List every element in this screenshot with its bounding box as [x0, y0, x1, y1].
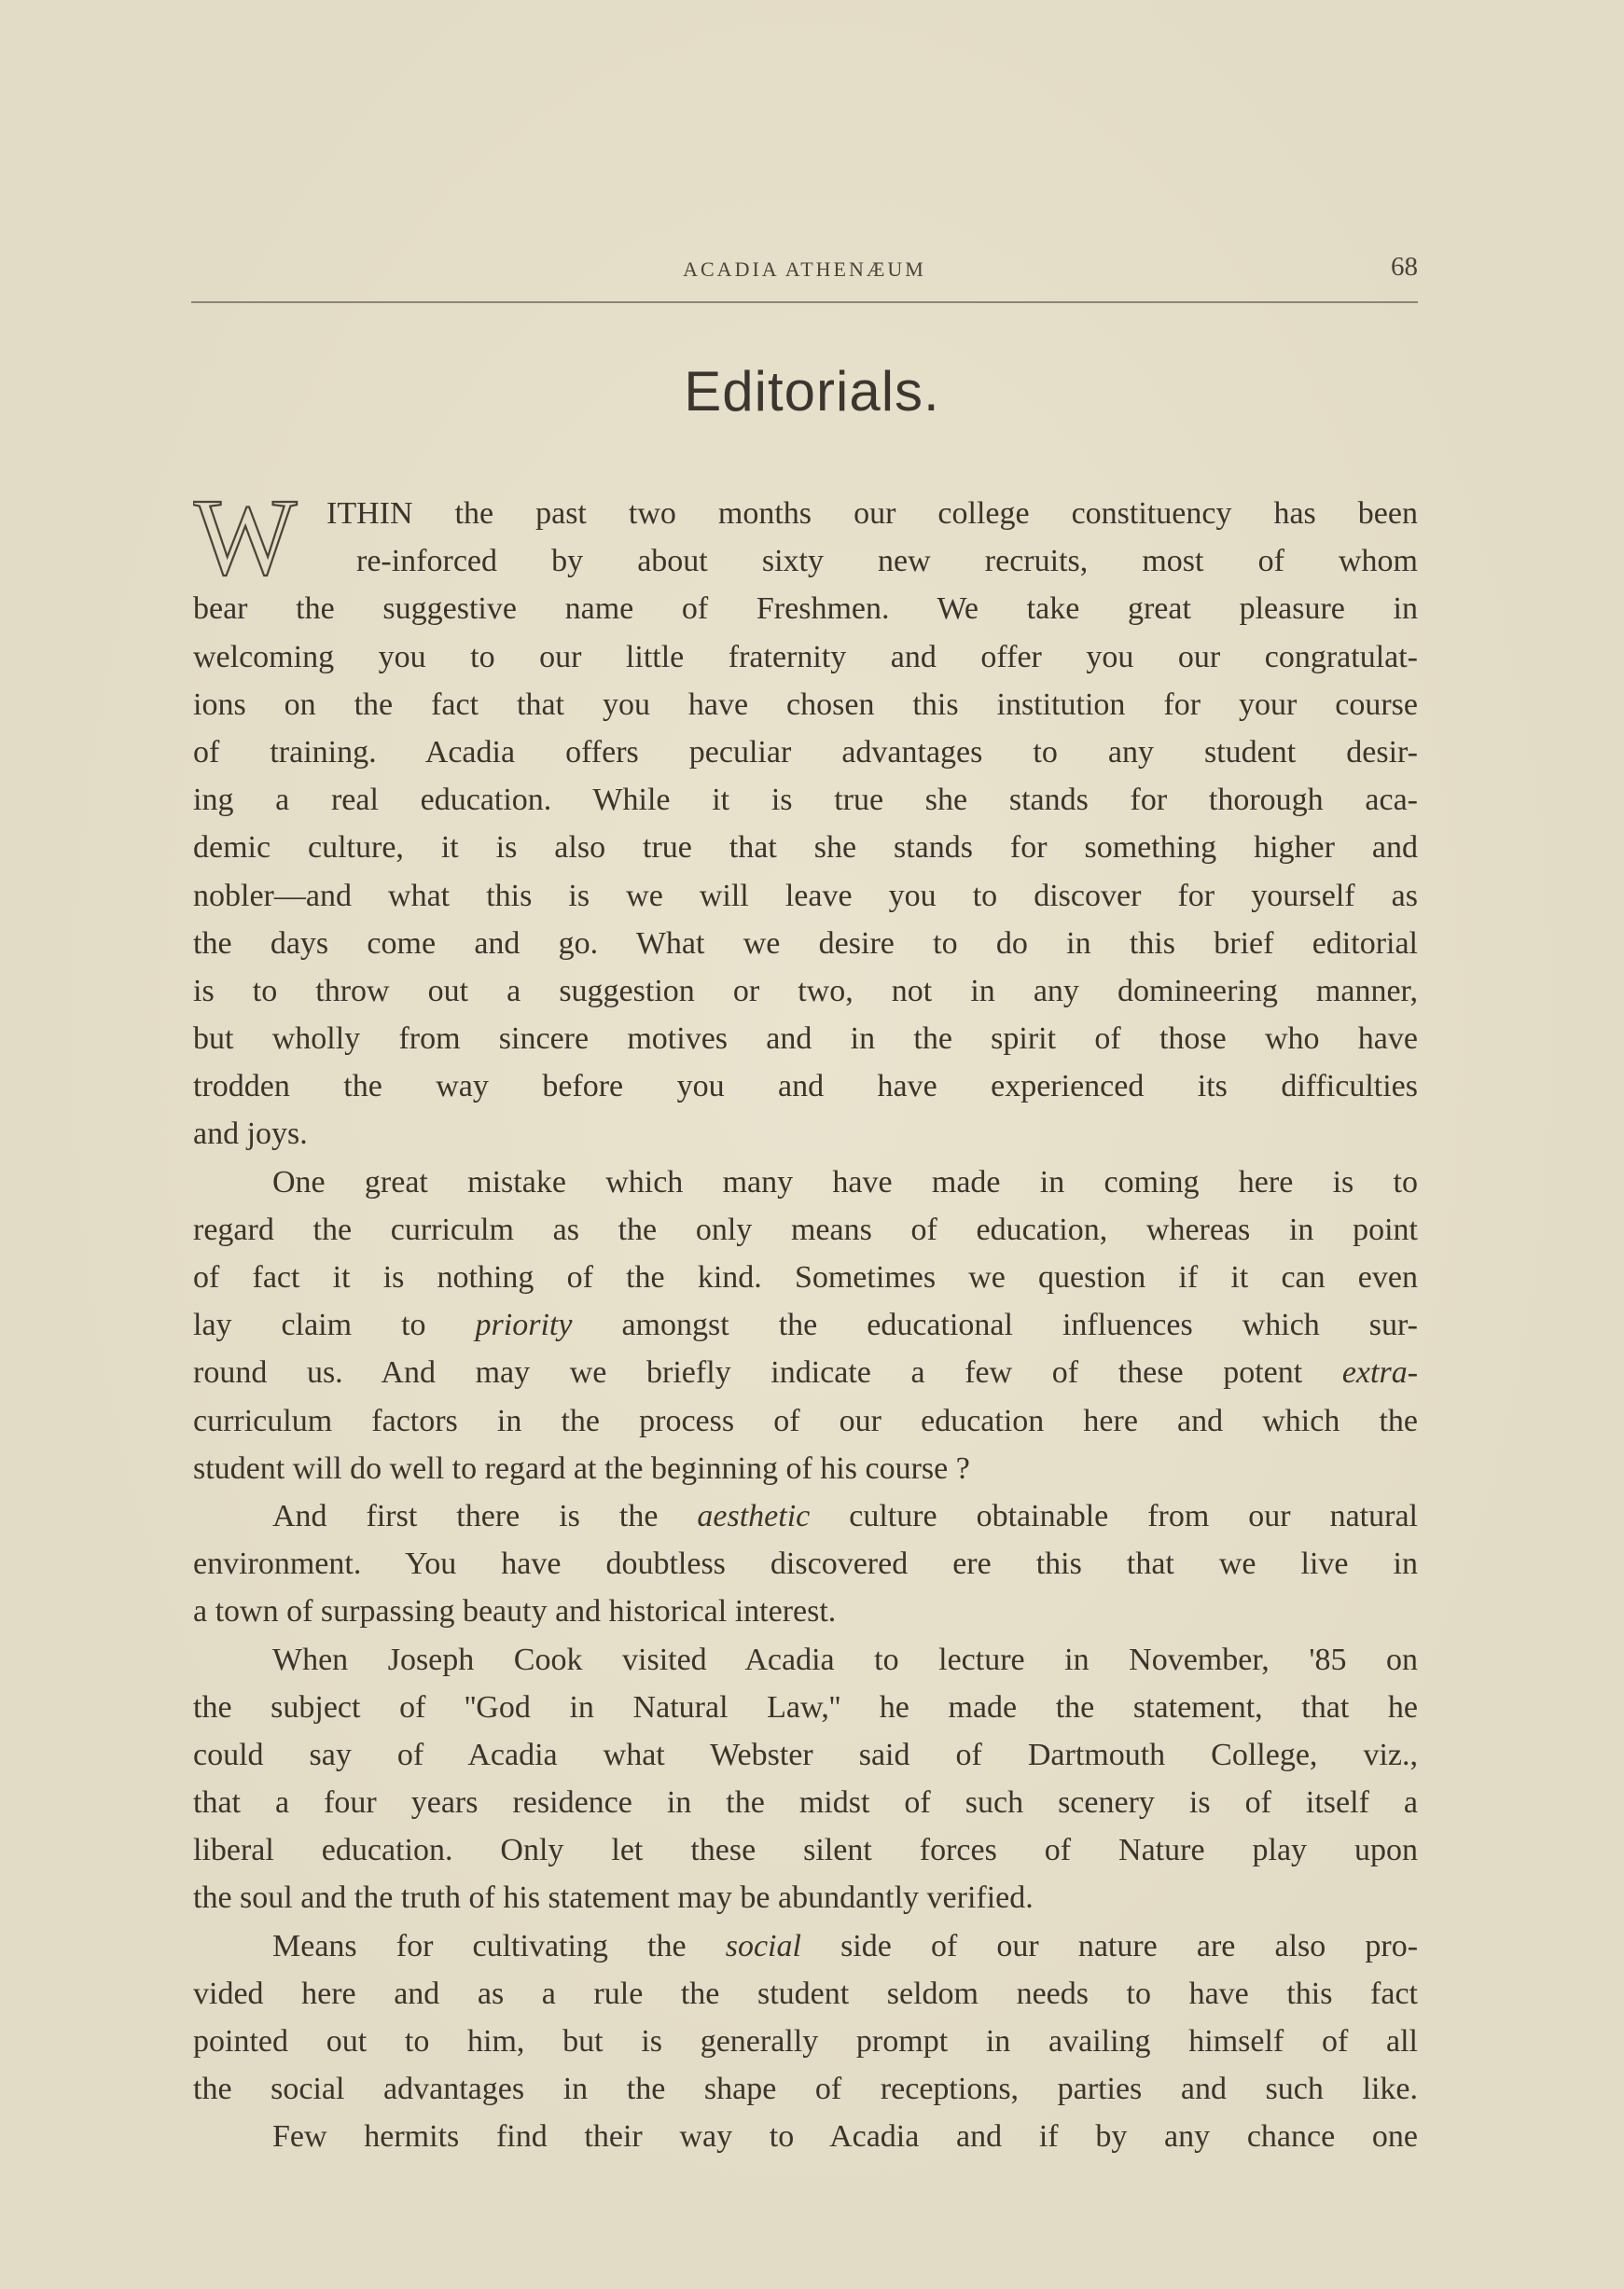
editorial-body — [193, 490, 1418, 2161]
paragraph-2-line-2: regard the curriculm as the only means of education, whereas in point — [193, 1212, 1418, 1247]
paragraph-1-line-14: and joys. — [193, 1117, 308, 1152]
paragraph-1-line-6: of training. Acadia offers peculiar advantages to any student desir- — [193, 734, 1418, 770]
paragraph-4-line-1: When Joseph Cook visited Acadia to lecture in November, '85 on — [272, 1642, 1418, 1677]
paragraph-1-line-2: re-inforced by about sixty new recruits, most of whom — [356, 544, 1418, 579]
journal-title: ACADIA ATHENÆUM — [683, 257, 926, 281]
section-title: Editorials. — [684, 360, 940, 423]
paragraph-5-line-1: Means for cultivating the social side of our nature are also pro- — [272, 1928, 1419, 1963]
italic-social: social — [725, 1928, 801, 1963]
paragraph-2-line-4: lay claim to priority amongst the educational influences which sur- — [193, 1308, 1418, 1343]
paragraph-2-line-3: of fact it is nothing of the kind. Sometimes we question if it can even — [193, 1260, 1418, 1295]
paragraph-1-line-3: bear the suggestive name of Freshmen. We take great pleasure in — [193, 591, 1418, 627]
paragraph-1-line-4: welcoming you to our little fraternity and offer you our congratulat- — [193, 639, 1418, 674]
paragraph-4-line-2: the subject of ''God in Natural Law,'' he made the statement, that he — [193, 1689, 1418, 1725]
paragraph-1-line-12: but wholly from sincere motives and in the spirit of those who have — [193, 1021, 1418, 1057]
paragraph-4-line-4: that a four years residence in the midst of such scenery is of itself a — [193, 1785, 1418, 1821]
paragraph-1-line-9: nobler—and what this is we will leave you to discover for yourself as — [193, 878, 1418, 913]
paragraph-2-line-1: One great mistake which many have made in coming here is to — [272, 1164, 1418, 1200]
paragraph-5-line-4: the social advantages in the shape of receptions, parties and such like. — [193, 2072, 1418, 2107]
italic-priority: priority — [475, 1308, 573, 1343]
paragraph-2-line-7: student will do well to regard at the beginning of his course ? — [193, 1450, 970, 1486]
italic-extra: extra- — [1341, 1355, 1419, 1391]
paragraph-2-line-6: curriculum factors in the process of our education here and which the — [193, 1403, 1418, 1438]
paragraph-4-line-3: could say of Acadia what Webster said of Dartmouth College, viz., — [193, 1737, 1418, 1772]
page-number: 68 — [1391, 252, 1418, 282]
paragraph-3-line-3: a town of surpassing beauty and historical interest. — [193, 1594, 837, 1630]
paragraph-1-line-1: ITHIN the past two months our college constituency has been — [326, 496, 1418, 531]
paragraph-3-line-1: And first there is the aesthetic culture obtainable from our natural — [272, 1498, 1418, 1533]
paragraph-1-line-7: ing a real education. While it is true she stands for thorough aca- — [193, 783, 1418, 818]
paragraph-6-line-1: Few hermits find their way to Acadia and if by any chance one — [272, 2119, 1418, 2155]
paragraph-3-line-2: environment. You have doubtless discovered ere this that we live in — [193, 1547, 1418, 1582]
paragraph-1-line-8: demic culture, it is also true that she stands for something higher and — [193, 830, 1418, 866]
paragraph-1-line-11: is to throw out a suggestion or two, not in any domineering manner, — [193, 973, 1418, 1008]
paragraph-1-line-5: ions on the fact that you have chosen this institution for your course — [193, 687, 1418, 722]
paragraph-5-line-2: vided here and as a rule the student seldom needs to have this fact — [193, 1976, 1418, 2011]
paragraph-4-line-6: the soul and the truth of his statement may be abundantly verified. — [193, 1880, 1034, 1916]
paragraph-5-line-3: pointed out to him, but is generally prompt in availing himself of all — [193, 2024, 1418, 2059]
paragraph-2-line-5: round us. And may we briefly indicate a few of these potent extra- — [193, 1355, 1419, 1391]
paragraph-1-line-13: trodden the way before you and have experienced its difficulties — [193, 1069, 1418, 1104]
italic-aesthetic: aesthetic — [697, 1498, 811, 1533]
paragraph-4-line-5: liberal education. Only let these silent forces of Nature play upon — [193, 1833, 1418, 1868]
header-rule — [191, 301, 1418, 303]
drop-cap-letter: W — [193, 490, 298, 583]
running-header — [191, 250, 1418, 297]
paragraph-1-line-10: the days come and go. What we desire to do in this brief editorial — [193, 925, 1418, 961]
